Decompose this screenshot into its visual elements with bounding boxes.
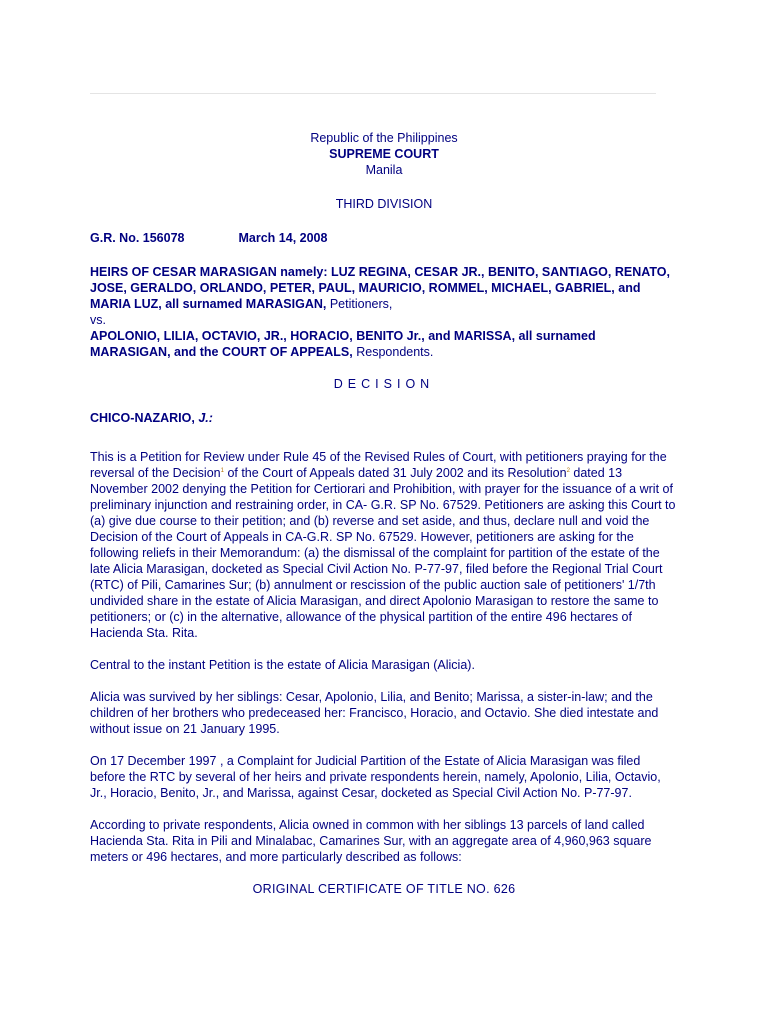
paragraph-text: This is a Petition for Review under Rule 45 of the Revised Rules of Court, with petitioners praying for the reversal of the Decision: [90, 450, 667, 480]
court-name: SUPREME COURT: [329, 147, 439, 161]
petitioners-label: Petitioners,: [329, 297, 393, 311]
paragraph-estate: Central to the instant Petition is the estate of Alicia Marasigan (Alicia).: [90, 658, 475, 672]
paragraph-complaint: On 17 December 1997 , a Complaint for Judicial Partition of the Estate of Alicia Marasigan was filed before the RTC by several of her heirs and private respondents herein, namely, Apolonio, Lilia, Octavio, Jr., Horacio, Benito, Jr., and Marissa, against Cesar, docketed as Special Civil Action No. P-77-97.: [90, 754, 661, 800]
respondents-label: Respondents.: [356, 345, 434, 359]
petitioners-block: [90, 264, 678, 312]
respondents-names: APOLONIO, LILIA, OCTAVIO, JR., HORACIO, BENITO Jr., and MARISSA, all surnamed MARASIGAN, and the COURT OF APPEALS,: [90, 329, 596, 359]
paragraph-survivors: Alicia was survived by her siblings: Cesar, Apolonio, Lilia, and Benito; Marissa, a sister-in-law; and the children of her brothers who predeceased her: Francisco, Horacio, and Octavio. She died intestate and without issue on 21 January 1995.: [90, 690, 659, 736]
court-city: Manila: [365, 163, 403, 177]
footnote-link-1[interactable]: 1: [220, 467, 224, 474]
paragraph-petition: [90, 449, 678, 641]
ponente-name: CHICO-NAZARIO,: [90, 411, 195, 425]
top-divider: [90, 93, 656, 94]
document-body: [90, 130, 678, 897]
court-header: [90, 130, 678, 178]
decision-heading: DECISION: [333, 377, 435, 391]
paragraph-text: of the Court of Appeals dated 31 July 2002 and its Resolution: [223, 466, 567, 480]
republic-line: Republic of the Philippines: [310, 131, 458, 145]
case-parties: [90, 264, 678, 360]
paragraph-text: dated 13 November 2002 denying the Petition for Certiorari and Prohibition, with prayer for the issuance of a writ of preliminary injunction and restraining order, in CA- G.R. SP No. 67529. Petitioners are asking this Court to (a) give due course to their petition; and (b) reverse and set aside, and thus, declare null and void the Decision of the Court of Appeals in CA-G.R. SP No. 67529. However, petitioners are asking for the following reliefs in their Memorandum: (a) the dismissal of the complaint for partition of the estate of the late Alicia Marasigan, docketed as Special Civil Action No. P-77-97, filed before the Regional Trial Court (RTC) of Pili, Camarines Sur; (b) annulment or rescission of the public auction sale of petitioners' 1/7th undivided share in the estate of Alicia Marasigan, and direct Apolonio Marasigan to restore the same to petitioners; or (c) in the alternative, allowance of the physical partition of the entire 496 hectares of Hacienda Sta. Rita.: [90, 466, 676, 640]
footnote-link-2[interactable]: 2: [566, 467, 570, 474]
versus-label: vs.: [90, 313, 106, 327]
ponente-line: [90, 410, 678, 426]
case-number-line: [90, 230, 678, 246]
certificate-title: ORIGINAL CERTIFICATE OF TITLE NO. 626: [252, 882, 516, 896]
gr-number: G.R. No. 156078: [90, 231, 185, 245]
division-title: THIRD DIVISION: [335, 197, 433, 211]
ponente-title: J.:: [198, 411, 213, 425]
decision-date: March 14, 2008: [238, 231, 328, 245]
respondents-block: [90, 328, 678, 360]
paragraph-parcels: According to private respondents, Alicia owned in common with her siblings 13 parcels of land called Hacienda Sta. Rita in Pili and Minalabac, Camarines Sur, with an aggregate area of 4,960,963 square meters or 496 hectares, and more particularly described as follows:: [90, 818, 652, 864]
petitioners-names: HEIRS OF CESAR MARASIGAN namely: LUZ REGINA, CESAR JR., BENITO, SANTIAGO, RENATO, JOSE, GERALDO, ORLANDO, PETER, PAUL, MAURICIO, ROMMEL, MICHAEL, GABRIEL, and MARIA LUZ, all surnamed MARASIGAN,: [90, 265, 670, 311]
